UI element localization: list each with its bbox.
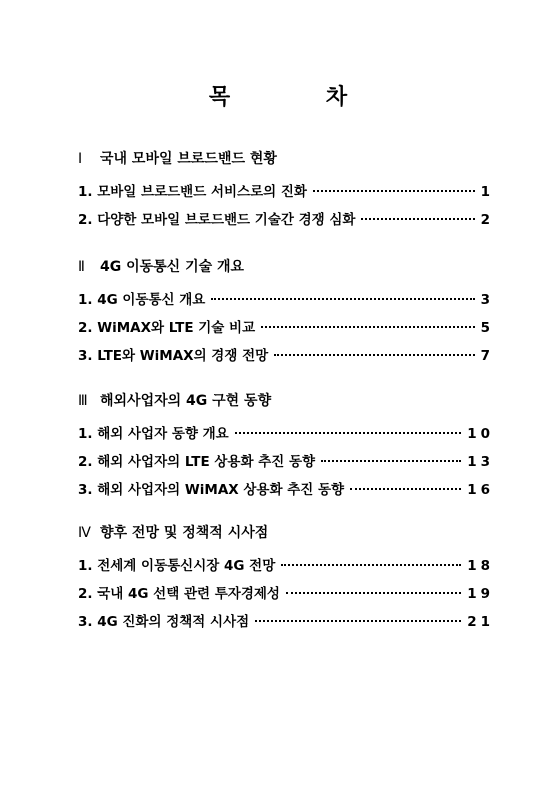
toc-entry[interactable]: [78, 420, 494, 448]
page-title: 목 차: [208, 85, 392, 110]
dot-leader: [274, 354, 474, 356]
entry-page-number: 19: [467, 586, 494, 602]
section-title: 향후 전망 및 정책적 시사점: [100, 525, 269, 541]
toc-entry[interactable]: [78, 342, 494, 370]
entry-page-number: 5: [480, 320, 494, 336]
dot-leader: [211, 298, 474, 300]
dot-leader: [261, 326, 474, 328]
toc-section-4: [78, 522, 494, 636]
entry-label: 2. 국내 4G 선택 관련 투자경제성: [78, 586, 280, 602]
entry-label: 2. 다양한 모바일 브로드밴드 기술간 경쟁 심화: [78, 212, 356, 228]
entry-page-number: 1: [480, 184, 494, 200]
dot-leader: [255, 620, 461, 622]
section-numeral: Ⅳ: [78, 525, 91, 541]
entry-page-number: 13: [467, 454, 494, 470]
entry-page-number: 16: [467, 482, 494, 498]
section-numeral: Ⅲ: [78, 393, 88, 409]
entry-page-number: 18: [467, 558, 494, 574]
dot-leader: [313, 190, 475, 192]
section-heading: [78, 522, 490, 544]
section-heading: [78, 390, 490, 412]
toc-entry[interactable]: [78, 448, 494, 476]
dot-leader: [321, 460, 461, 462]
dot-leader: [281, 564, 461, 566]
dot-leader: [350, 488, 461, 490]
dot-leader: [361, 218, 474, 220]
entry-label: 2. WiMAX와 LTE 기술 비교: [78, 320, 256, 336]
entry-label: 1. 전세계 이동통신시장 4G 전망: [78, 558, 276, 574]
toc-section-3: [78, 390, 494, 504]
entry-label: 2. 해외 사업자의 LTE 상용화 추진 동향: [78, 454, 316, 470]
entry-page-number: 7: [480, 348, 494, 364]
section-title: 4G 이동통신 기술 개요: [100, 259, 245, 275]
toc-section-1: [78, 148, 494, 234]
toc-entry[interactable]: [78, 286, 494, 314]
toc-entry[interactable]: [78, 608, 494, 636]
section-title: 해외사업자의 4G 구현 동향: [100, 393, 272, 409]
entry-label: 3. 해외 사업자의 WiMAX 상용화 추진 동향: [78, 482, 345, 498]
entry-label: 3. LTE와 WiMAX의 경쟁 전망: [78, 348, 269, 364]
entry-label: 1. 모바일 브로드밴드 서비스로의 진화: [78, 184, 307, 200]
toc-entry[interactable]: [78, 178, 494, 206]
toc-entry[interactable]: [78, 580, 494, 608]
entry-label: 1. 해외 사업자 동향 개요: [78, 426, 229, 442]
entry-page-number: 3: [480, 292, 494, 308]
toc-entry[interactable]: [78, 206, 494, 234]
section-title: 국내 모바일 브로드밴드 현황: [100, 151, 277, 167]
entry-page-number: 10: [467, 426, 494, 442]
entry-page-number: 21: [467, 614, 494, 630]
section-heading: [78, 148, 490, 170]
entry-label: 1. 4G 이동통신 개요: [78, 292, 206, 308]
section-heading: [78, 256, 490, 278]
toc-entry[interactable]: [78, 314, 494, 342]
dot-leader: [286, 592, 461, 594]
entry-page-number: 2: [480, 212, 494, 228]
section-numeral: Ⅱ: [78, 259, 85, 275]
section-numeral: Ⅰ: [78, 151, 83, 167]
toc-section-2: [78, 256, 494, 370]
entry-label: 3. 4G 진화의 정책적 시사점: [78, 614, 250, 630]
dot-leader: [235, 432, 462, 434]
toc-entry[interactable]: [78, 476, 494, 504]
toc-entry[interactable]: [78, 552, 494, 580]
